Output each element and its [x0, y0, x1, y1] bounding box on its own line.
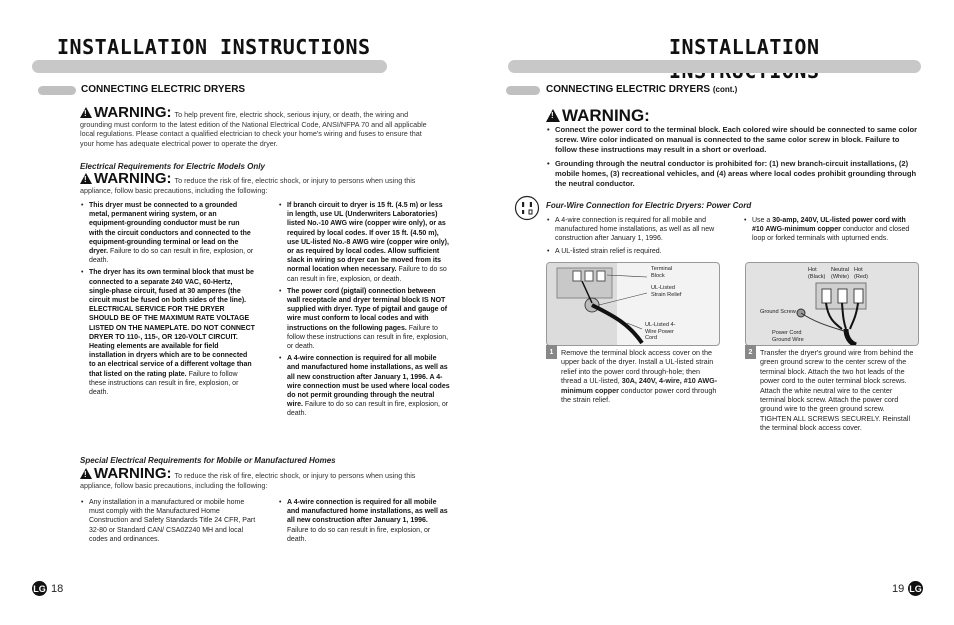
list-item: • A 4-wire connection is required for all mobile and manufactured home installations, as well as all new construction after January 1, 1996. Failure to do so can result in fire, explosion, or death.	[278, 498, 450, 544]
list-item: • If branch circuit to dryer is 15 ft. (4.5 m) or less in length, use UL (Underwriters Laboratories) listed No.-10 AWG wire (copper wire only), or as required by local codes. If over 15 ft. (4.50 m), use UL-listed No.-8 AWG wire (copper wire only), or as required by local codes. Allow sufficient slack in wiring so dryer can be moved from its normal location when necessary. Failure to do so can result in fire, explosion, or death.	[278, 201, 450, 284]
title-bar-left	[32, 60, 387, 73]
warning-text: To help prevent fire, electric shock, serious injury, or death, the wiring and grounding must conform to the latest edition of the National Electrical Code, ANSI/NFPA 70 and all applicable local regulations. Please contact a qualified electrician to check your home's wiring and fuses to ensure that your home has adequate electrical power to operate the dryer.	[80, 110, 427, 148]
list-item: • The dryer has its own terminal block that must be connected to a separate 240 VAC, 60-Hertz, single-phase circuit, fused at 30 amperes (the circuit must be fused on both sides of the line). ELECTRICAL SERVICE FOR THE DRYER SHOULD BE OF THE MAXIMUM RATE VOLTAGE LISTED ON THE NAMEPLATE. DO NOT CONNECT DRYER TO 110-, 115-, OR 120-VOLT CIRCUIT. Heating elements are available for field installation in dryers which are to be connected to an electrical service of a different voltage than that listed on the rating plate. Failure to follow these instructions can result in fire, explosion, or death.	[80, 268, 255, 397]
list-item: • Grounding through the neutral conductor is prohibited for: (1) new branch-circuit installations, (2) mobile homes, (3) recreational vehicles, and (4) areas where local codes prohibit grounding through the neutral conductor.	[546, 159, 918, 189]
page-number-left: 18	[51, 583, 64, 595]
section-pill-right	[506, 86, 540, 95]
list-item: • Any installation in a manufactured or mobile home must comply with the Manufactured Home Construction and Safety Standards Title 24 CFR, Part 32-80 or Standard CAN/ CSA0Z240 MH and local codes and ordinances.	[80, 498, 260, 544]
label-terminal-block: Terminal Block	[651, 266, 673, 279]
label-cord-ground-wire: Power Cord Ground Wire	[772, 330, 804, 343]
warning-block-1	[80, 104, 435, 148]
label-hot-red: Hot (Red)	[854, 267, 868, 280]
warning-block-3	[80, 465, 435, 490]
list-item: • Connect the power cord to the terminal block. Each colored wire should be connected to same color screw. Wire color indicated on manual is connected to the same color screw in block. Failure to follow these instructions may result in a short or overload.	[546, 125, 918, 155]
mobile-column-1	[80, 498, 260, 547]
warning-block-2	[80, 170, 435, 195]
title-bar-right	[508, 60, 921, 73]
warning-icon	[80, 107, 92, 118]
figure-terminal-block	[745, 262, 919, 346]
warning-label: WARNING:	[94, 465, 172, 482]
label-strain-relief: UL-Listed Strain Relief	[651, 285, 682, 298]
list-item: • A 4-wire connection is required for all mobile and manufactured home installations, as well as all new construction after January 1, 1996.	[546, 216, 726, 244]
plug-icon	[514, 195, 540, 221]
label-hot-black: Hot (Black)	[808, 267, 826, 280]
four-wire-column-2	[743, 216, 915, 247]
warning-heading-right	[546, 106, 653, 126]
figure-strain-relief	[546, 262, 720, 346]
label-ground-screw: Ground Screw	[760, 309, 796, 315]
warning-icon	[80, 173, 92, 184]
warning-icon	[546, 109, 560, 122]
lg-logo-icon: LG	[908, 581, 923, 596]
warning-label: WARNING:	[94, 170, 172, 187]
section-heading-left: CONNECTING ELECTRIC DRYERS	[81, 84, 246, 95]
step-number-1: 1	[546, 345, 557, 359]
list-item: • The power cord (pigtail) connection between wall receptacle and dryer terminal block IS NOT supplied with dryer. Type of pigtail and gauge of wire must conform to local codes and with instructions on the following pages. Failure to follow these instructions can result in fire, explosion, or death.	[278, 287, 450, 351]
label-neutral-white: Neutral (White)	[831, 267, 850, 280]
list-item: • A UL-listed strain relief is required.	[546, 247, 726, 256]
list-item: • This dryer must be connected to a grounded metal, permanent wiring system, or an equipment-grounding conductor must be run with the circuit conductors and connected to the equipment-grounding terminal or lead on the dryer. Failure to do so can result in fire, explosion, or death.	[80, 201, 255, 265]
requirements-column-1	[80, 201, 255, 400]
warning-text: To reduce the risk of fire, electric shock, or injury to persons when using this appliance, follow basic precautions, including the following:	[80, 176, 416, 195]
section-pill-left	[38, 86, 76, 95]
four-wire-column-1	[546, 216, 726, 259]
subheading-four-wire: Four-Wire Connection for Electric Dryers: Power Cord	[546, 201, 752, 210]
page-number-right: 19	[892, 583, 905, 595]
section-heading-right: CONNECTING ELECTRIC DRYERS (cont.)	[546, 84, 738, 95]
lg-logo-icon: LG	[32, 581, 47, 596]
page-title-left: INSTALLATION INSTRUCTIONS	[57, 35, 371, 59]
step-number-2: 2	[745, 345, 756, 359]
subheading-electric-models: Electrical Requirements for Electric Models Only	[80, 162, 265, 171]
requirements-column-2	[278, 201, 450, 422]
warning-label: WARNING:	[94, 104, 172, 121]
subheading-mobile-homes: Special Electrical Requirements for Mobile or Manufactured Homes	[80, 456, 336, 465]
mobile-column-2	[278, 498, 450, 547]
warning-label: WARNING:	[562, 106, 650, 125]
list-item: • Use a 30-amp, 240V, UL-listed power cord with #10 AWG-minimum copper conductor and closed loop or forked terminals with upturned ends.	[743, 216, 915, 244]
label-power-cord: UL-Listed 4-Wire Power Cord	[645, 322, 676, 341]
list-item: • A 4-wire connection is required for all mobile and manufactured home installations, as well as all new construction after January 1, 1996. A 4-wire connection must be used where local codes do not permit grounding through the neutral wire. Failure to do so can result in fire, explosion, or death.	[278, 354, 450, 418]
step-1-text: Remove the terminal block access cover on the upper back of the dryer. Install a UL-listed strain relief into the power cord through-hole; then thread a UL-listed, 30A, 240V, 4-wire, #10 AWG-minimum copper conductor power cord through the strain relief.	[561, 348, 718, 405]
page-title-right: INSTALLATION	[669, 35, 820, 59]
warning-text: To reduce the risk of fire, electric shock, or injury to persons when using this appliance, follow basic precautions, including the following:	[80, 471, 416, 490]
warning-bullets-right	[546, 125, 918, 193]
step-2-text: Transfer the dryer's ground wire from behind the green ground screw to the center screw of the terminal block. Attach the two hot leads of the power cord to the outer terminal block screws. Attach the white neutral wire to the center terminal block screw. Attach the power cord ground wire to the green ground screw. TIGHTEN ALL SCREWS SECURELY. Reinstall the terminal block access cover.	[760, 348, 914, 433]
warning-icon	[80, 468, 92, 479]
